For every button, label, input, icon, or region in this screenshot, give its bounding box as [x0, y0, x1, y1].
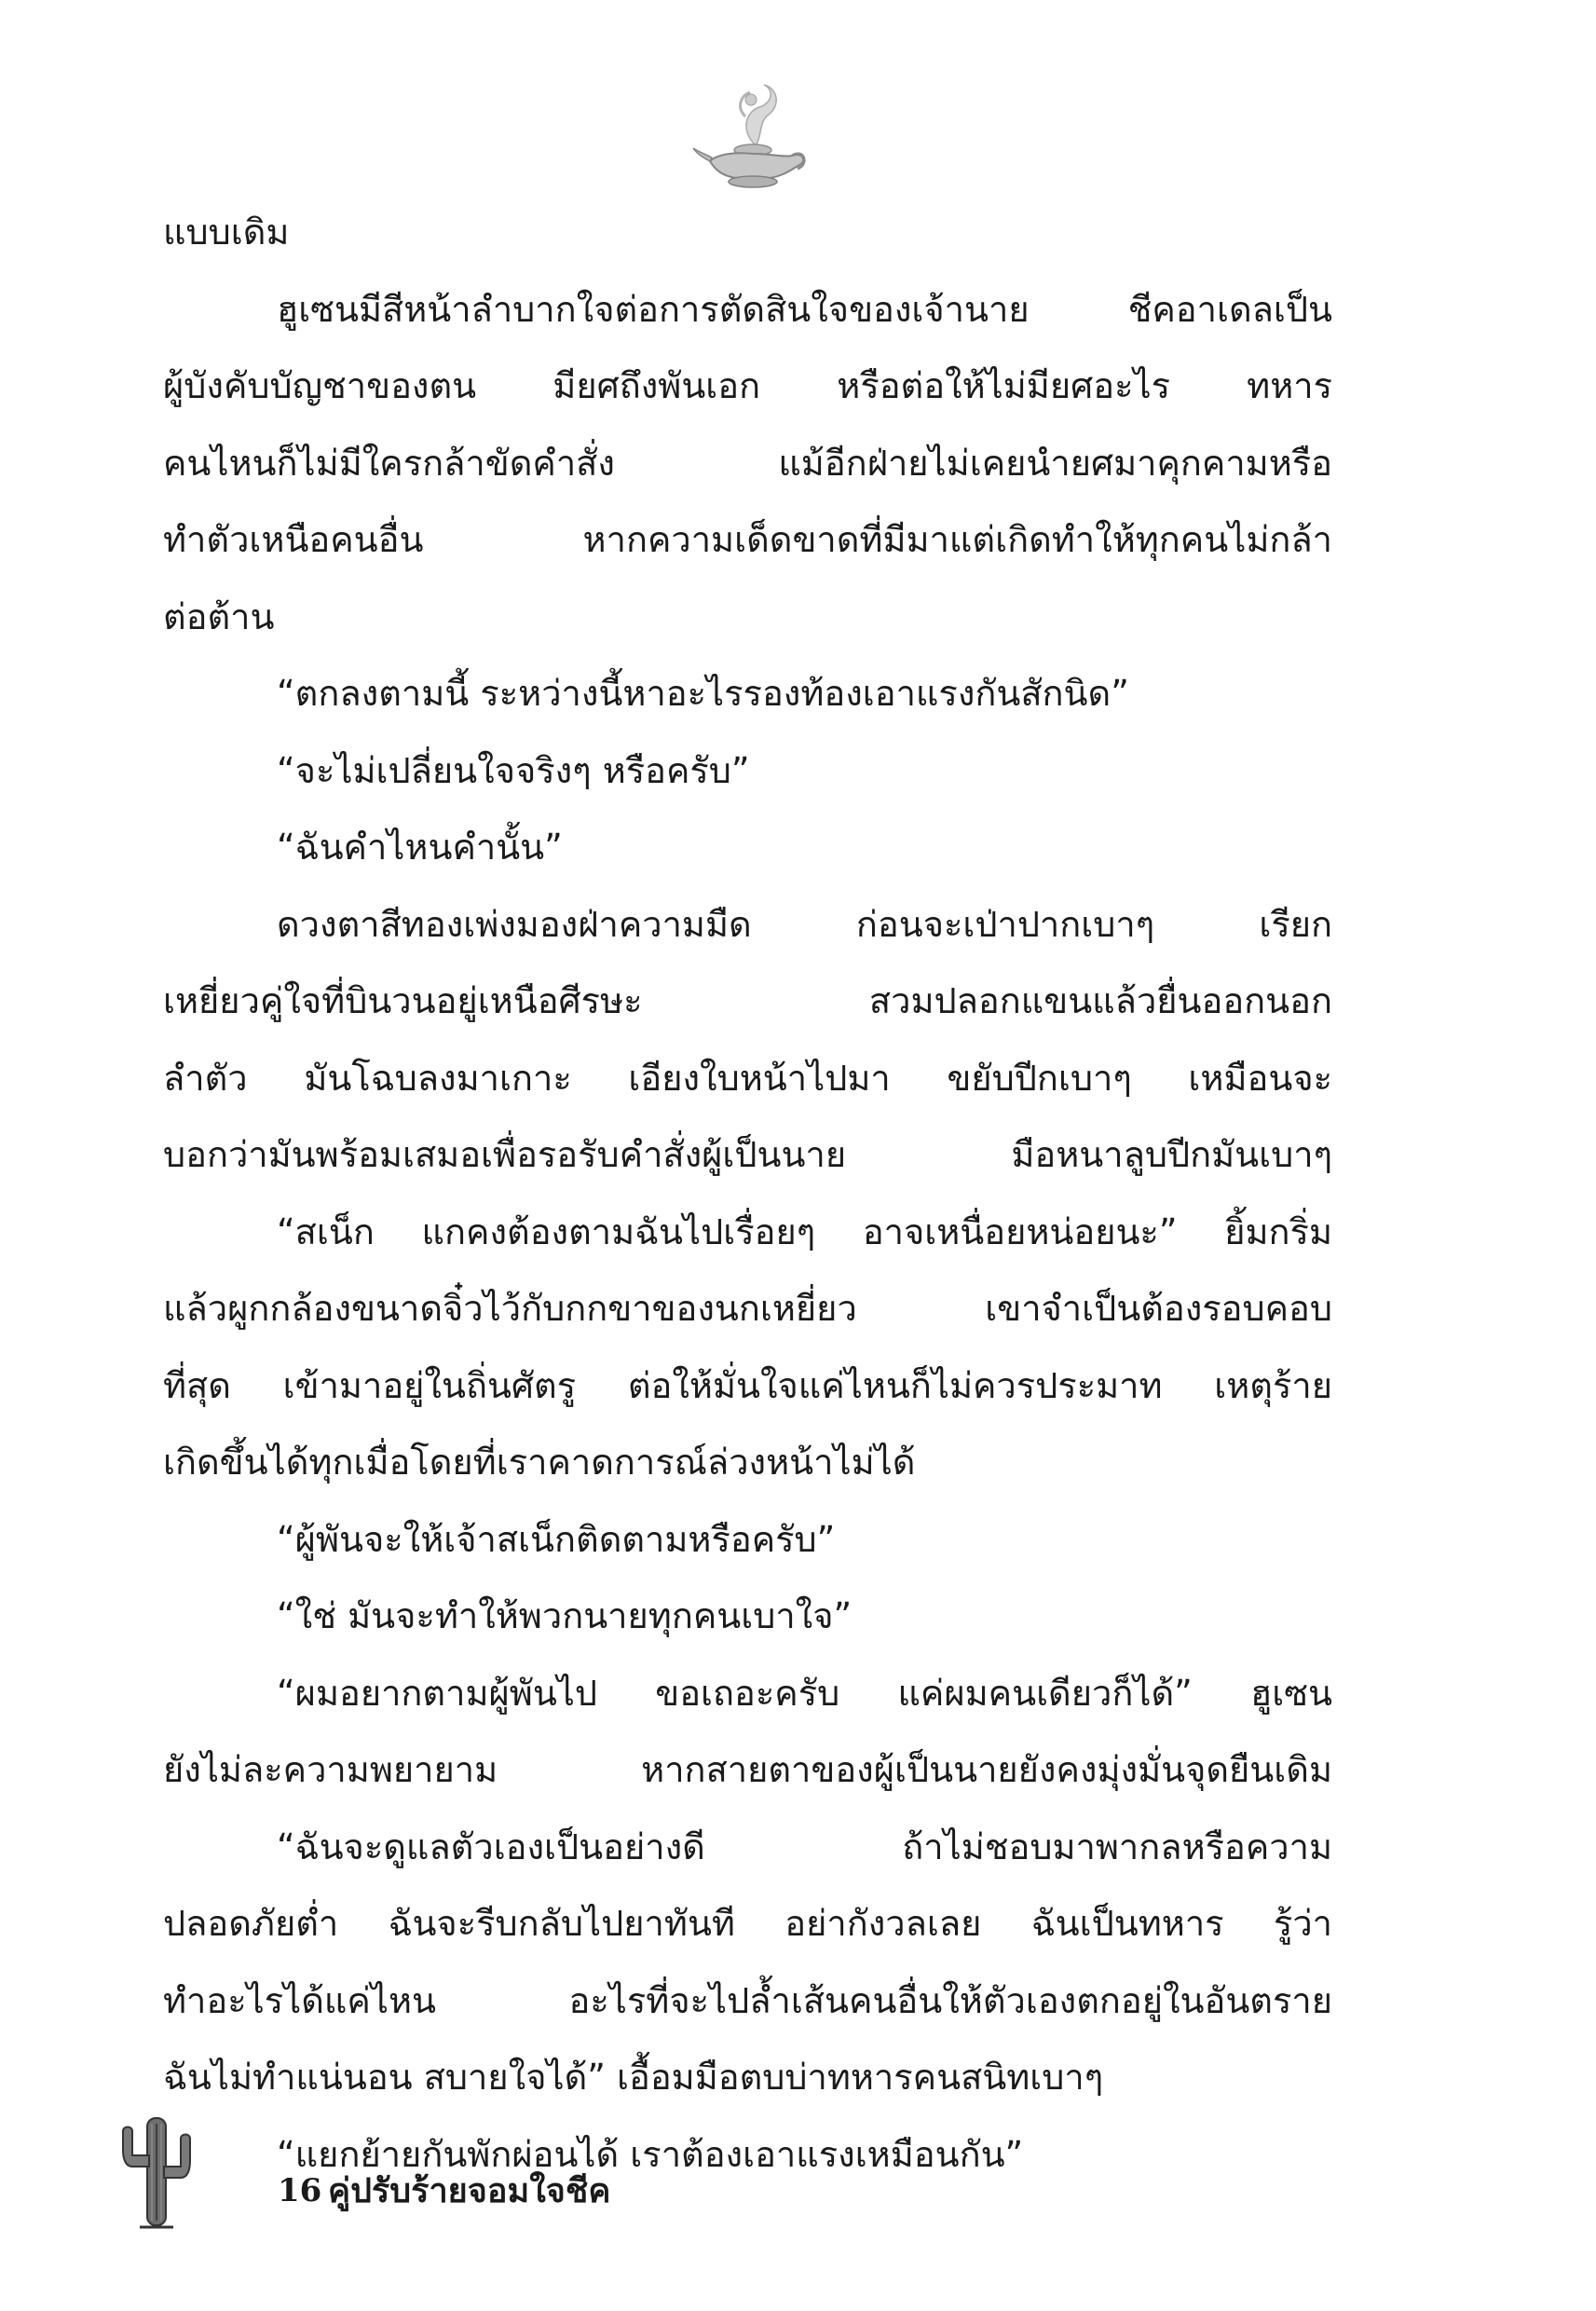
text-line: ลำตัว มันโฉบลงมาเกาะ เอียงใบหน้าไปมา ขยับปีกเบาๆ เหมือนจะ [163, 1057, 1332, 1099]
text-line: ฉันไม่ทำแน่นอน สบายใจได้” เอื้อมมือตบบ่าทหารคนสนิทเบาๆ [163, 2057, 1104, 2098]
text-line: “ผมอยากตามผู้พันไป ขอเถอะครับ แค่ผมคนเดียวก็ได้” ฮูเซน [277, 1672, 1332, 1714]
text-line: “ผู้พันจะให้เจ้าสเน็กติดตามหรือครับ” [277, 1518, 836, 1560]
text-line: เหยี่ยวคู่ใจที่บินวนอยู่เหนือศีรษะ สวมปลอกแขนแล้วยื่นออกนอก [163, 980, 1332, 1021]
text-line: บอกว่ามันพร้อมเสมอเพื่อรอรับคำสั่งผู้เป็นนาย มือหนาลูบปีกมันเบาๆ [163, 1134, 1332, 1175]
page-footer [112, 2111, 764, 2232]
text-line: ทำอะไรได้แค่ไหน อะไรที่จะไปล้ำเส้นคนอื่นให้ตัวเองตกอยู่ในอันตราย [163, 1979, 1332, 2021]
text-line: “สเน็ก แกคงต้องตามฉันไปเรื่อยๆ อาจเหนื่อยหน่อยนะ” ยิ้มกริ่ม [277, 1210, 1332, 1252]
text-line: แล้วผูกกล้องขนาดจิ๋วไว้กับกกขาของนกเหยี่ยว เขาจำเป็นต้องรอบคอบ [163, 1288, 1332, 1329]
text-line: “แยกย้ายกันพักผ่อนได้ เราต้องเอาแรงเหมือนกัน” [277, 2133, 1024, 2175]
text-line: ผู้บังคับบัญชาของตน มียศถึงพันเอก หรือต่อให้ไม่มียศอะไร ทหาร [163, 365, 1332, 406]
text-line: “จะไม่เปลี่ยนใจจริงๆ หรือครับ” [277, 749, 750, 791]
text-line: “ใช่ มันจะทำให้พวกนายทุกคนเบาใจ” [277, 1595, 853, 1636]
text-line: ต่อต้าน [163, 595, 275, 637]
text-line: “ฉันคำไหนคำนั้น” [277, 827, 563, 868]
text-line: ทำตัวเหนือคนอื่น หากความเด็ดขาดที่มีมาแต่เกิดทำให้ทุกคนไม่กล้า [163, 519, 1332, 560]
text-line: “ฉันจะดูแลตัวเองเป็นอย่างดี ถ้าไม่ชอบมาพากลหรือความ [277, 1826, 1332, 1867]
text-line: ดวงตาสีทองเพ่งมองฝ่าความมืด ก่อนจะเป่าปากเบาๆ เรียก [277, 903, 1332, 945]
book-title: คู่ปรับร้ายจอมใจชีค [328, 2171, 611, 2210]
body-text [163, 194, 1332, 2193]
text-line: ปลอดภัยต่ำ ฉันจะรีบกลับไปยาทันที อย่ากังวลเลย ฉันเป็นทหาร รู้ว่า [163, 1903, 1332, 1944]
text-line: ฮูเซนมีสีหน้าลำบากใจต่อการตัดสินใจของเจ้านาย ชีคอาเดลเป็น [277, 288, 1332, 330]
page-number: 16 [278, 2172, 322, 2209]
text-line: ที่สุด เข้ามาอยู่ในถิ่นศัตรู ต่อให้มั่นใจแค่ไหนก็ไม่ควรประมาท เหตุร้าย [163, 1364, 1332, 1406]
text-line: คนไหนก็ไม่มีใครกล้าขัดคำสั่ง แม้อีกฝ่ายไม่เคยนำยศมาคุกคามหรือ [163, 442, 1332, 484]
text-line: ยังไม่ละความพยายาม หากสายตาของผู้เป็นนายยังคงมุ่งมั่นจุดยืนเดิม [163, 1749, 1332, 1790]
text-line: “ตกลงตามนี้ ระหว่างนี้หาอะไรรองท้องเอาแรงกันสักนิด” [277, 673, 1129, 714]
cactus-icon [112, 2111, 200, 2232]
genie-lamp-icon [689, 79, 811, 196]
text-line: เกิดขึ้นได้ทุกเมื่อโดยที่เราคาดการณ์ล่วงหน้าไม่ได้ [163, 1442, 916, 1483]
text-line: แบบเดิม [163, 212, 290, 253]
